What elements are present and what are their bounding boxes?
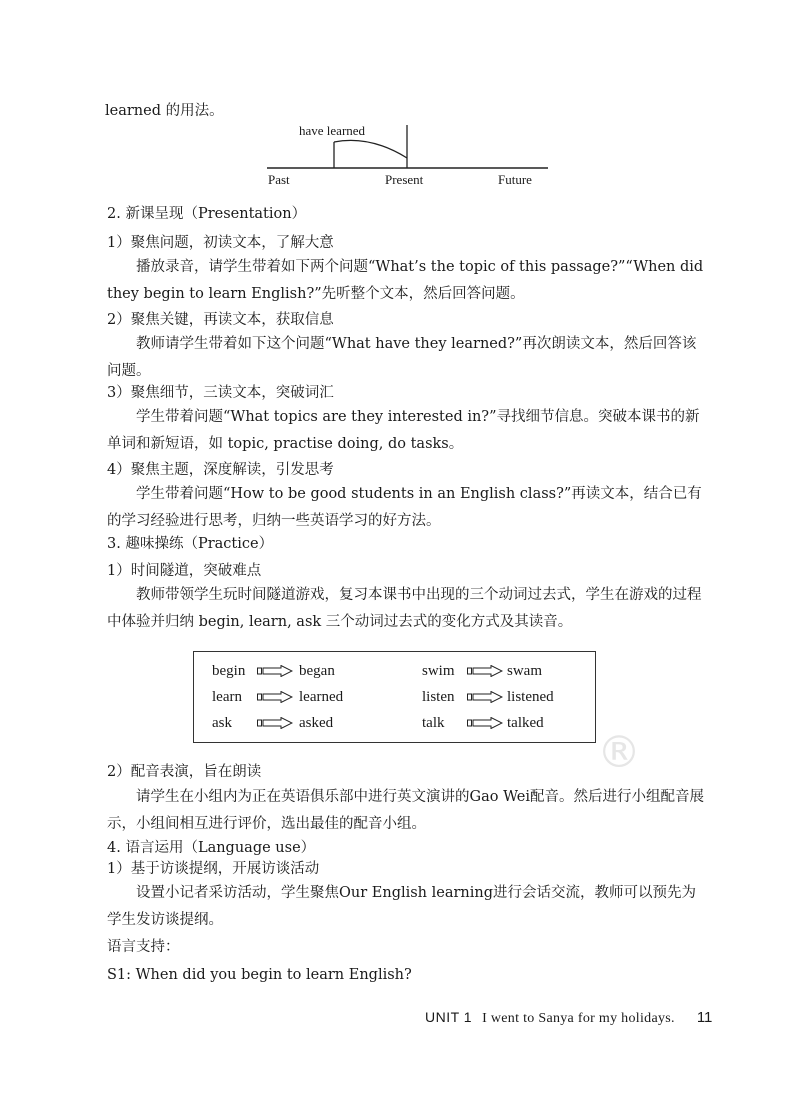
arrow-icon <box>467 717 503 729</box>
section-3-2-heading: 2）配音表演，旨在朗读 <box>107 764 262 780</box>
section-2-3-heading: 3）聚焦细节，三读文本，突破词汇 <box>107 385 334 401</box>
verb-row <box>212 687 592 707</box>
verb-past: began <box>299 663 335 679</box>
section-3-2-body: 请学生在小组内为正在英语俱乐部中进行英文演讲的Gao Wei配音。然后进行小组配音展示，小组间相互进行评价，选出最佳的配音小组。 <box>107 789 705 832</box>
timeline-label-past: Past <box>268 172 290 187</box>
timeline-label-present: Present <box>385 172 424 187</box>
arrow-icon <box>257 665 293 677</box>
verb-row <box>212 661 592 681</box>
section-2-heading: 2. 新课呈现（Presentation） <box>107 206 307 222</box>
footer-unit-title: I went to Sanya for my holidays. <box>482 1011 675 1026</box>
section-2-2-heading: 2）聚焦关键，再读文本，获取信息 <box>107 312 334 328</box>
section-4-1-heading: 1）基于访谈提纲，开展访谈活动 <box>107 861 320 877</box>
verb-base: swim <box>422 663 455 679</box>
arrow-icon <box>467 691 503 703</box>
support-sentence-s1: S1: When did you begin to learn English? <box>107 967 412 983</box>
section-4-1-body: 设置小记者采访活动，学生聚焦Our English learning进行会话交流，教师可以预先为学生发访谈提纲。 <box>107 885 697 928</box>
section-2-2-body: 教师请学生带着如下这个问题“What have they learned?”再次朗读文本，然后回答该问题。 <box>107 336 697 379</box>
arrow-icon <box>257 717 293 729</box>
section-3-1-heading: 1）时间隧道，突破难点 <box>107 563 262 579</box>
verb-base: begin <box>212 663 246 679</box>
arrow-icon <box>467 665 503 677</box>
verb-past-tense-box <box>193 651 596 743</box>
intro-line: learned 的用法。 <box>105 103 224 119</box>
verb-row <box>212 713 592 733</box>
watermark-registered-mark: ® <box>597 727 641 778</box>
page-footer <box>425 1009 712 1027</box>
verb-base: ask <box>212 715 232 731</box>
section-2-4-body: 学生带着问题“How to be good students in an English class?”再读文本，结合已有的学习经验进行思考，归纳一些英语学习的好方法。 <box>107 486 702 529</box>
arrow-icon <box>257 691 293 703</box>
timeline-diagram <box>265 118 555 193</box>
section-2-1-heading: 1）聚焦问题，初读文本，了解大意 <box>107 235 334 251</box>
section-2-4-heading: 4）聚焦主题，深度解读，引发思考 <box>107 462 334 478</box>
verb-past: swam <box>507 663 542 679</box>
verb-past: listened <box>507 689 554 705</box>
section-2-1-body: 播放录音，请学生带着如下两个问题“What’s the topic of this passage?”“When did they begin to learn English?”先听整个文本，然后回答问题。 <box>107 259 704 302</box>
section-3-1-body: 教师带领学生玩时间隧道游戏，复习本课书中出现的三个动词过去式，学生在游戏的过程中体验并归纳 begin, learn, ask 三个动词过去式的变化方式及其读音。 <box>107 587 702 630</box>
verb-past: learned <box>299 689 344 705</box>
verb-past: talked <box>507 715 544 731</box>
language-support-label: 语言支持： <box>107 939 180 955</box>
timeline-label-have-learned: have learned <box>299 123 366 138</box>
section-4-heading: 4. 语言运用（Language use） <box>107 840 316 856</box>
page-number: 11 <box>696 1009 713 1026</box>
verb-base: talk <box>422 715 445 731</box>
section-2-3-body: 学生带着问题“What topics are they interested in?”寻找细节信息。突破本课书的新单词和新短语，如 topic, practise doing, do tasks。 <box>107 409 700 452</box>
timeline-label-future: Future <box>498 172 532 187</box>
section-3-heading: 3. 趣味操练（Practice） <box>107 536 274 552</box>
footer-unit: UNIT 1 <box>425 1009 473 1025</box>
verb-past: asked <box>299 715 334 731</box>
verb-base: learn <box>212 689 242 705</box>
verb-base: listen <box>422 689 455 705</box>
